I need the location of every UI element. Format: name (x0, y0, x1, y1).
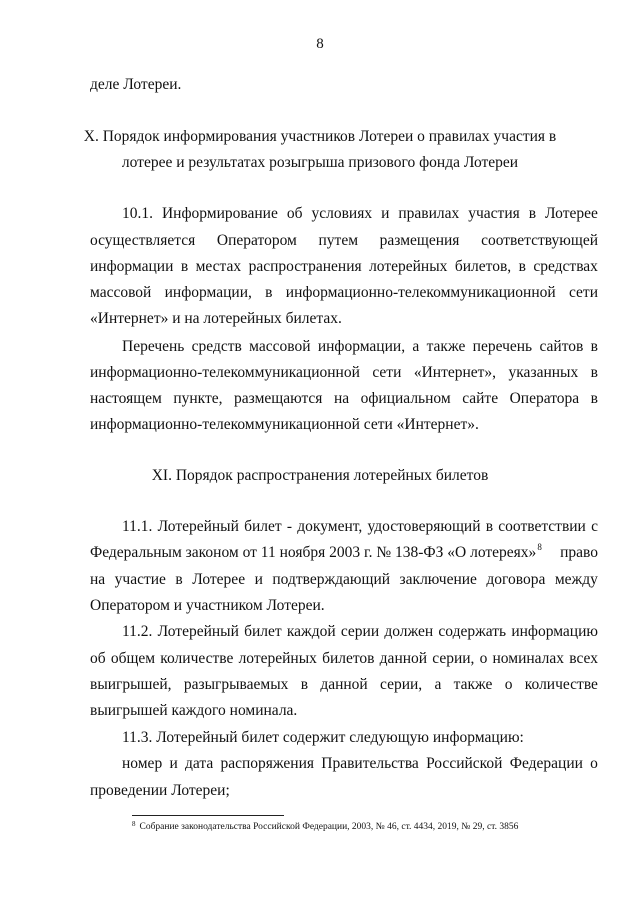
word: в (485, 518, 494, 535)
word: на (90, 571, 106, 588)
word: дата (185, 755, 214, 772)
justified-line (122, 339, 598, 355)
footnote-separator (132, 815, 284, 816)
word: массовой (249, 338, 311, 355)
word: данной (379, 650, 428, 667)
justified-line (122, 624, 598, 640)
word: номер (122, 755, 163, 772)
word: распоряжения (220, 755, 315, 772)
word: с (591, 518, 598, 535)
section-heading-xi: XI. Порядок распространения лотерейных билетов (151, 467, 489, 484)
word: соответствии (498, 518, 586, 535)
word: между (554, 571, 598, 588)
text-line: проведении Лотереи; (90, 782, 230, 799)
word: а (412, 338, 420, 355)
word: лотерейных (369, 258, 448, 275)
text-line: 11.3. Лотерейный билет содержит следующую информацию: (122, 729, 524, 746)
word: средствах (533, 258, 598, 275)
word: должен (384, 623, 434, 640)
word: также (453, 676, 493, 693)
word: 11.2. (122, 623, 153, 640)
word: всех (569, 650, 598, 667)
word: Оператором (216, 232, 297, 249)
word: Перечень (122, 338, 185, 355)
justified-line (90, 572, 598, 588)
word: серии, (432, 650, 475, 667)
word: условиях (311, 205, 373, 222)
word: серии, (380, 676, 423, 693)
word: настоящем (90, 390, 162, 407)
justified-line (90, 285, 598, 301)
word: путем (318, 232, 359, 249)
justified-line (122, 519, 598, 535)
word: пункте, (173, 390, 223, 407)
justified-line (90, 391, 598, 407)
word: билет (244, 623, 282, 640)
word: размещения (379, 232, 460, 249)
word: в (528, 205, 537, 222)
word: и (254, 571, 263, 588)
word: о (590, 755, 598, 772)
word: Лотерее (192, 571, 246, 588)
word: информационно-телекоммуникационной (90, 364, 360, 381)
word: общем (110, 650, 156, 667)
word: в (300, 676, 309, 693)
law-reference: Федеральным законом от 11 ноября 2003 г. № 138-ФЗ «О лотереях» (90, 544, 537, 561)
word: разыгрываемых (183, 676, 289, 693)
justified-line (90, 259, 598, 275)
word: сайте (462, 390, 499, 407)
word: удостоверяющий (367, 518, 481, 535)
footnote-text: Собрание законодательства Российской Федерации, 2003, № 46, ст. 4434, 2019, № 29, ст. 3856 (139, 822, 519, 832)
word: билетов (322, 650, 375, 667)
word: а (434, 676, 442, 693)
word: Лотерейный (157, 518, 239, 535)
word: данной (320, 676, 368, 693)
justified-line (90, 651, 598, 667)
word: перечень (472, 338, 533, 355)
footnote (132, 822, 518, 832)
text-segment (90, 542, 542, 561)
word: правилах (398, 205, 460, 222)
word: указанных (508, 364, 579, 381)
text-line: Оператором и участником Лотереи. (90, 597, 325, 614)
word: подтверждающий (272, 571, 391, 588)
word: количестве (160, 650, 234, 667)
justified-line (90, 677, 598, 693)
footnote-reference[interactable]: 8 (537, 542, 542, 552)
word: сети (372, 364, 402, 381)
word: номиналах (492, 650, 565, 667)
justified-line (90, 233, 598, 249)
word: выигрышей, (90, 676, 172, 693)
footnote-mark: 8 (132, 820, 136, 828)
word: о (504, 676, 513, 693)
word: билет (244, 518, 282, 535)
word: Российской (426, 755, 503, 772)
word: документ, (297, 518, 363, 535)
word: Информирование (161, 205, 278, 222)
word: в (590, 390, 598, 407)
word: местах (195, 258, 242, 275)
justified-line-with-footnote (90, 542, 598, 561)
text-line: «Интернет» и на лотерейных билетах. (90, 310, 342, 327)
text-line: деле Лотереи. (90, 76, 182, 93)
word: количестве (524, 676, 598, 693)
word: договора (486, 571, 546, 588)
word: Правительства (321, 755, 419, 772)
word: Федерации (509, 755, 583, 772)
word: информации (90, 258, 174, 275)
word: в (518, 258, 526, 275)
text-line: выигрышей каждого номинала. (90, 702, 298, 719)
word: в (590, 338, 598, 355)
word: «Интернет», (413, 364, 497, 381)
word: Лотерейный (157, 623, 239, 640)
word: в (590, 364, 598, 381)
word: 10.1. (122, 205, 153, 222)
text-line: информационно-телекоммуникационной сети «Интернет». (90, 416, 479, 433)
word: об (90, 650, 106, 667)
word: лотерейных (238, 650, 317, 667)
word: сети (568, 284, 598, 301)
word: в (175, 571, 183, 588)
word: серии (340, 623, 380, 640)
word: информации, (317, 338, 406, 355)
word: распространения (248, 258, 362, 275)
word: массовой (90, 284, 152, 301)
justified-line (90, 365, 598, 381)
word: официальном (360, 390, 451, 407)
word: и (381, 205, 390, 222)
word: осуществляется (90, 232, 196, 249)
justified-line (122, 756, 598, 772)
section-heading-x-line-1: X. Порядок информирования участников Лотереи о правилах участия в (83, 128, 557, 145)
word: - (286, 518, 293, 535)
word: на (333, 390, 350, 407)
word: соответствующей (481, 232, 598, 249)
word: участия (468, 205, 520, 222)
word: размещаются (234, 390, 323, 407)
page-number: 8 (316, 36, 324, 52)
word: заключение (399, 571, 477, 588)
word: о (479, 650, 488, 667)
word: информацию (511, 623, 598, 640)
word: об (286, 205, 303, 222)
word: 11.1. (122, 518, 153, 535)
word: в (180, 258, 189, 275)
word: Лотерее (545, 205, 598, 222)
word: в (265, 284, 273, 301)
word: сайтов (539, 338, 584, 355)
word: участие (114, 571, 166, 588)
word: Оператора (509, 390, 580, 407)
word: средств (191, 338, 242, 355)
word: содержать (438, 623, 507, 640)
word: также (426, 338, 466, 355)
word: информации, (164, 284, 252, 301)
section-heading-x-line-2: лотерее и результатах розыгрыша призового фонда Лотереи (121, 154, 519, 171)
word: билетов, (454, 258, 512, 275)
text-segment: право (560, 544, 598, 561)
justified-line (122, 206, 598, 222)
word: информационно-телекоммуникационной (285, 284, 556, 301)
word: каждой (286, 623, 336, 640)
word: и (169, 755, 178, 772)
